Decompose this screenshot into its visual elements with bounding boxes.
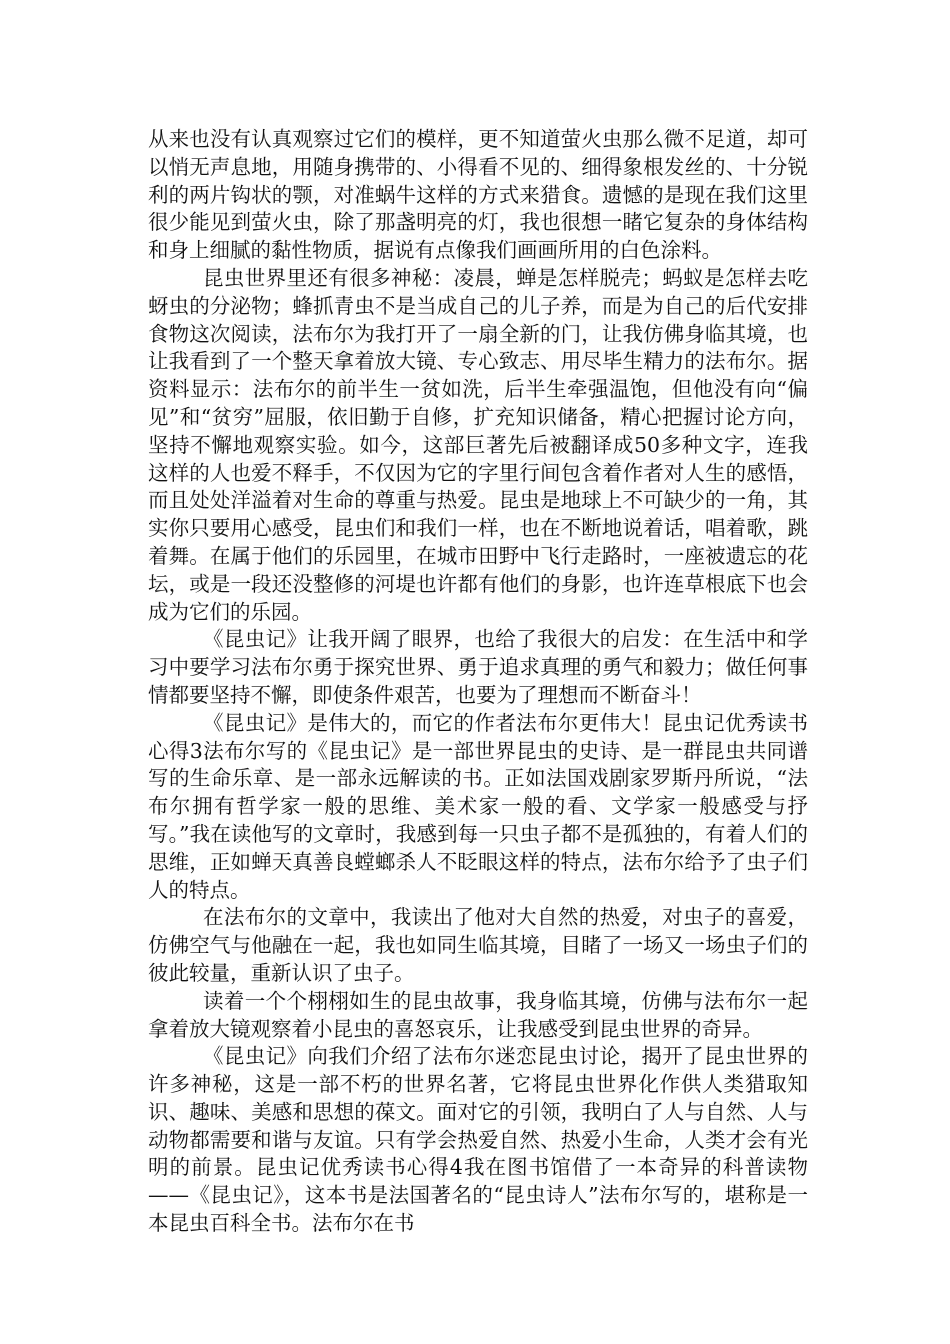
paragraph-1: 从来也没有认真观察过它们的模样，更不知道萤火虫那么微不足道，却可以悄无声息地，用随身携带的、小得看不见的、细得象根发丝的、十分锐利的两片钩状的颚，对准蜗牛这样的方式来猎食。遗憾的是现在我们这里很少能见到萤火虫，除了那盏明亮的灯，我也很想一睹它复杂的身体结构和身上细腻的黏性物质，据说有点像我们画画所用的白色涂料。 <box>148 127 808 263</box>
paragraph-7: 《昆虫记》向我们介绍了法布尔迷恋昆虫讨论，揭开了昆虫世界的许多神秘，这是一部不朽的世界名著，它将昆虫世界化作供人类猎取知识、趣味、美感和思想的葆文。面对它的引领，我明白了人与自然、人与动物都需要和谐与友谊。只有学会热爱自然、热爱小生命，人类才会有光明的前景。昆虫记优秀读书心得4我在图书馆借了一本奇异的科普读物——《昆虫记》，这本书是法国著名的“昆虫诗人”法布尔写的，堪称是一本昆虫百科全书。法布尔在书 <box>148 1044 808 1236</box>
paragraph-6: 读着一个个栩栩如生的昆虫故事，我身临其境，仿佛与法布尔一起拿着放大镜观察着小昆虫的喜怒哀乐，让我感受到昆虫世界的奇异。 <box>148 988 808 1041</box>
paragraph-3: 《昆虫记》让我开阔了眼界，也给了我很大的启发：在生活中和学习中要学习法布尔勇于探究世界、勇于追求真理的勇气和毅力；做任何事情都要坚持不懈，即使条件艰苦，也要为了理想而不断奋斗！ <box>148 627 808 707</box>
paragraph-4: 《昆虫记》是伟大的，而它的作者法布尔更伟大！昆虫记优秀读书心得3法布尔写的《昆虫记》是一部世界昆虫的史诗、是一群昆虫共同谱写的生命乐章、是一部永远解读的书。正如法国戏剧家罗斯丹所说，“法布尔拥有哲学家一般的思维、美术家一般的看、文学家一般感受与抒写。”我在读他写的文章时，我感到每一只虫子都不是孤独的，有着人们的思维，正如蝉天真善良螳螂杀人不眨眼这样的特点，法布尔给予了虫子们人的特点。 <box>148 710 808 902</box>
document-body <box>148 126 808 1238</box>
paragraph-2: 昆虫世界里还有很多神秘：凌晨，蝉是怎样脱壳；蚂蚁是怎样去吃蚜虫的分泌物；蜂抓青虫不是当成自己的儿子养，而是为自己的后代安排食物这次阅读，法布尔为我打开了一扇全新的门，让我仿佛身临其境，也让我看到了一个整天拿着放大镜、专心致志、用尽毕生精力的法布尔。据资料显示：法布尔的前半生一贫如洗，后半生牵强温饱，但他没有向“偏见”和“贫穷”屈服，依旧勤于自修，扩充知识储备，精心把握讨论方向，坚持不懈地观察实验。如今，这部巨著先后被翻译成50多种文字，连我这样的人也爱不释手，不仅因为它的字里行间包含着作者对人生的感悟，而且处处洋溢着对生命的尊重与热爱。昆虫是地球上不可缺少的一角，其实你只要用心感受，昆虫们和我们一样，也在不断地说着话，唱着歌，跳着舞。在属于他们的乐园里，在城市田野中飞行走路时，一座被遗忘的花坛，或是一段还没整修的河堤也许都有他们的身影，也许连草根底下也会成为它们的乐园。 <box>148 265 808 624</box>
paragraph-5: 在法布尔的文章中，我读出了他对大自然的热爱，对虫子的喜爱，仿佛空气与他融在一起，我也如同生临其境，目睹了一场又一场虫子们的彼此较量，重新认识了虫子。 <box>148 905 808 985</box>
